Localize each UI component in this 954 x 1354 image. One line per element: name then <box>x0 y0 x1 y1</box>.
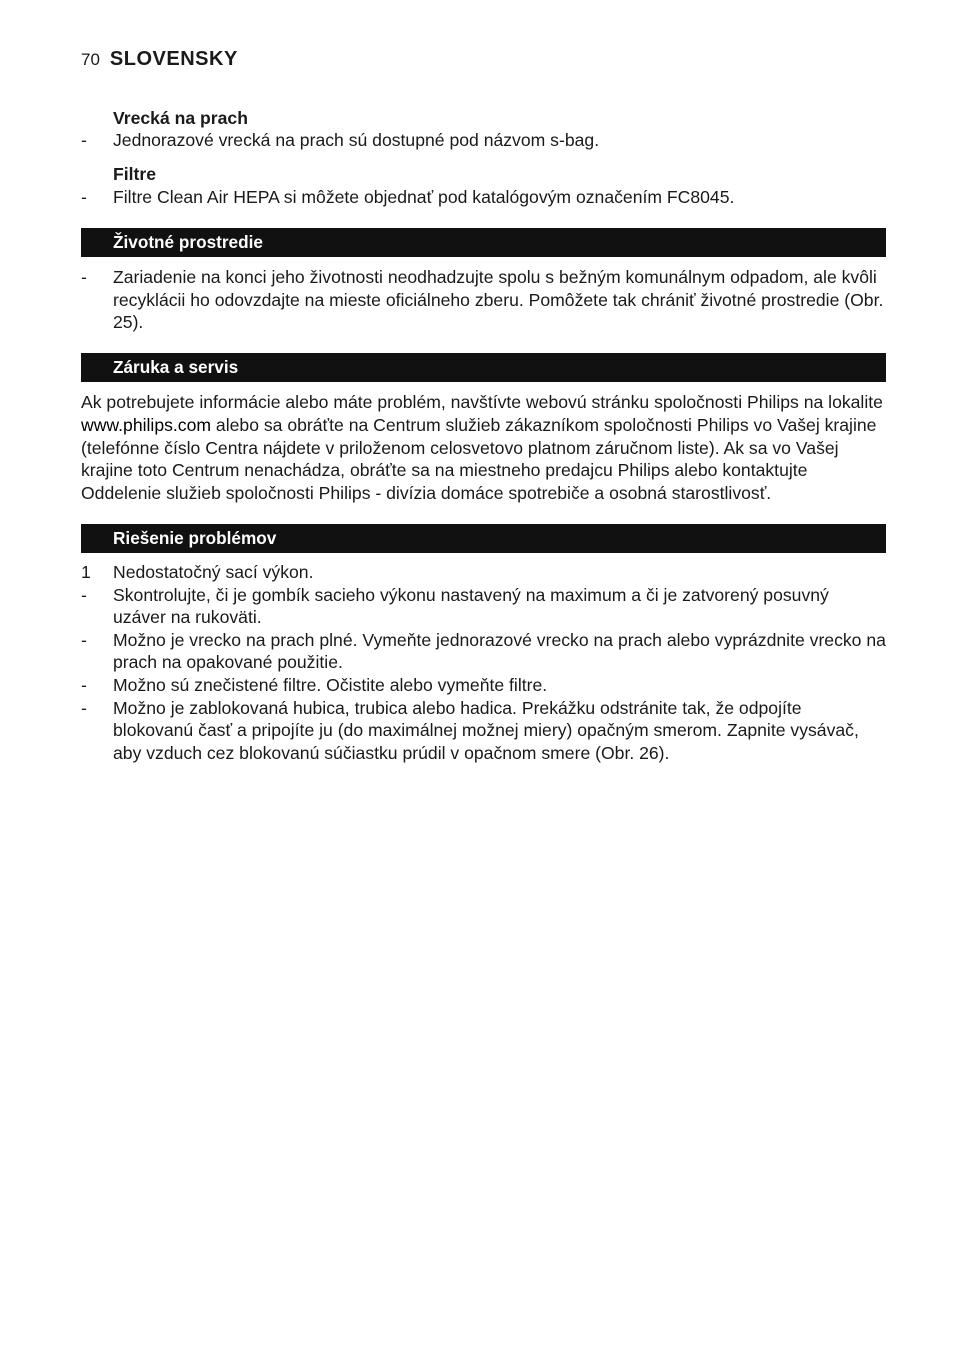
dust-bags-heading: Vrecká na prach <box>113 108 248 128</box>
list-marker: - <box>81 629 87 650</box>
list-text: Možno je zablokovaná hubica, trubica alebo hadica. Prekážku odstránite tak, že odpojíte blokovanú časť a pripojíte ju (do maximálnej možnej miery) opačným smerom. Zapnite vysávač, aby vzduch cez blokovanú súčiastku prúdil v opačnom smere (Obr. 26). <box>113 697 859 763</box>
list-text: Možno sú znečistené filtre. Očistite alebo vymeňte filtre. <box>113 674 548 695</box>
filters-heading: Filtre <box>113 164 157 184</box>
list-text: Zariadenie na konci jeho životnosti neodhadzujte spolu s bežným komunálnym odpadom, ale kvôli recyklácii ho odovzdajte na mieste oficiálneho zberu. Pomôžete tak chrániť životné prostredie (Obr. 25). <box>113 267 884 333</box>
list-item <box>81 629 886 674</box>
language-title: SLOVENSKY <box>109 48 238 70</box>
list-text: Jednorazové vrecká na prach sú dostupné pod názvom s-bag. <box>113 130 600 150</box>
dust-bags-list <box>81 129 886 152</box>
list-text: Filtre Clean Air HEPA si môžete objednať pod katalógovým označením FC8045. <box>113 187 735 207</box>
list-marker: 1 <box>81 562 91 582</box>
list-item <box>81 697 886 765</box>
list-item <box>81 674 886 697</box>
list-text: Skontrolujte, či je gombík sacieho výkonu nastavený na maximum a či je zatvorený posuvný uzáver na rukoväti. <box>113 584 829 628</box>
warranty-paragraph <box>81 391 887 505</box>
list-item <box>81 561 886 584</box>
list-marker: - <box>81 697 87 718</box>
troubleshooting-section-bar: Riešenie problémov <box>81 524 886 553</box>
philips-url-link[interactable]: www.philips.com <box>81 414 212 435</box>
list-text: Možno je vrecko na prach plné. Vymeňte jednorazové vrecko na prach alebo vyprázdnite vrecko na prach na opakované použitie. <box>113 629 886 673</box>
page-header <box>81 48 238 71</box>
list-item <box>81 129 886 152</box>
list-marker: - <box>81 130 87 150</box>
environment-section-bar: Životné prostredie <box>81 228 886 257</box>
warranty-text-before: Ak potrebujete informácie alebo máte problém, navštívte webovú stránku spoločnosti Philips na lokalite <box>81 392 883 412</box>
list-marker: - <box>81 674 87 695</box>
list-marker: - <box>81 584 87 605</box>
list-item <box>81 584 886 629</box>
list-item <box>81 186 886 209</box>
list-marker: - <box>81 187 87 207</box>
troubleshooting-list <box>81 561 886 764</box>
page-number: 70 <box>81 50 100 69</box>
list-text: Nedostatočný sací výkon. <box>113 562 314 582</box>
list-item <box>81 266 886 334</box>
warranty-text-after: alebo sa obráťte na Centrum služieb zákazníkom spoločnosti Philips vo Vašej krajine (telefónne číslo Centra nájdete v priloženom celosvetovo platnom záručnom liste). Ak sa vo Vašej krajine toto Centrum nenachádza, obráťte sa na miestneho predajcu Philips alebo kontaktujte Oddelenie služieb spoločnosti Philips - divízia domáce spotrebiče a osobná starostlivosť. <box>81 414 877 504</box>
list-marker: - <box>81 267 87 287</box>
environment-list <box>81 266 886 334</box>
warranty-section-bar: Záruka a servis <box>81 353 886 382</box>
filters-list <box>81 186 886 209</box>
